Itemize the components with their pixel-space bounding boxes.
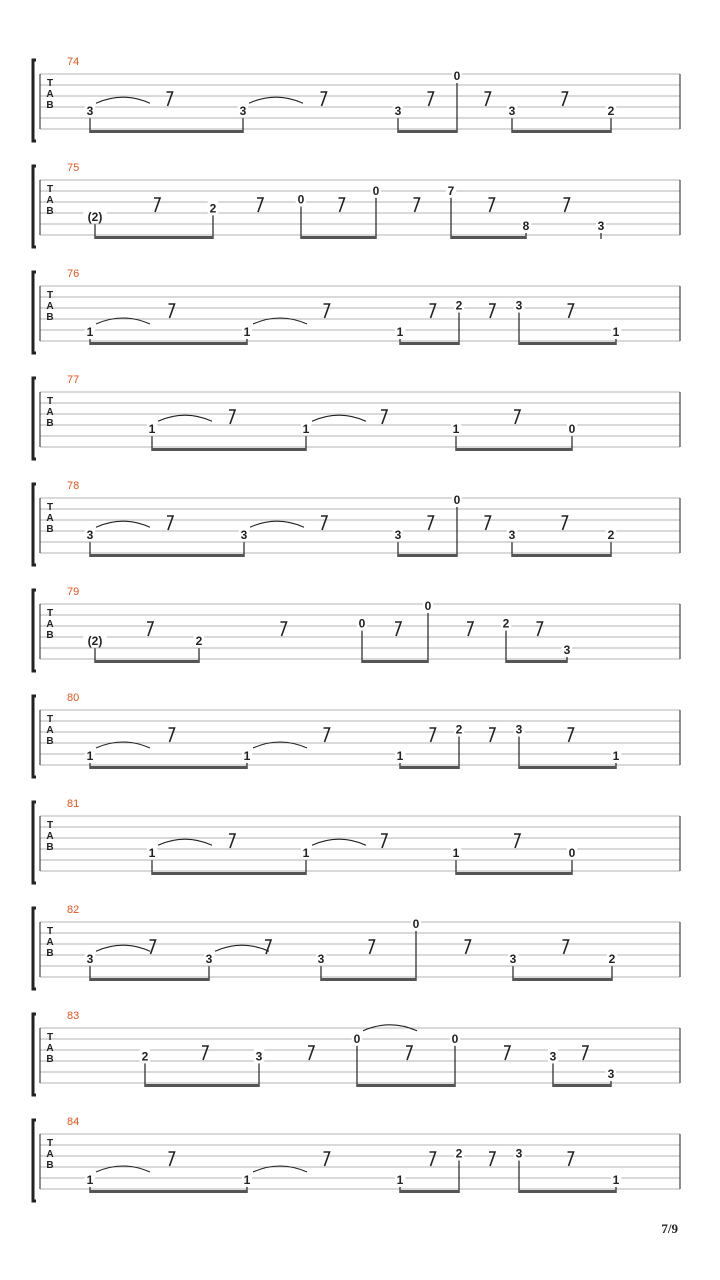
fret-number: 3: [563, 643, 571, 657]
measure-number: 83: [67, 1010, 80, 1022]
tab-clef-letter: A: [46, 513, 54, 524]
rest-symbol: [308, 1046, 314, 1060]
note-beam: [398, 130, 457, 133]
system-bracket: [33, 908, 36, 989]
rest-symbol: [339, 198, 345, 212]
fret-number: (2): [87, 210, 103, 225]
fret-number: 1: [452, 422, 460, 437]
fret-number: 1: [148, 422, 156, 437]
tab-clef-letter: A: [46, 301, 54, 312]
rest-symbol: [562, 516, 568, 530]
fret-number: 0: [568, 846, 576, 861]
tab-system: [33, 374, 680, 459]
note-beam: [451, 236, 526, 239]
rest-symbol: [568, 1152, 574, 1166]
note-beam: [519, 766, 616, 769]
tab-clef-letter: A: [46, 831, 54, 842]
fret-number: 1: [302, 422, 310, 437]
tie-arc: [96, 521, 150, 527]
fret-number: 1: [452, 846, 460, 861]
rest-symbol: [564, 198, 570, 212]
fret-number: 3: [515, 1146, 523, 1161]
fret-number: 2: [502, 616, 510, 631]
system-bracket: [33, 1014, 36, 1095]
tab-clef-letter: B: [46, 948, 54, 959]
rest-symbol: [430, 728, 436, 742]
tab-system: [33, 692, 680, 777]
fret-number: 3: [549, 1049, 557, 1064]
note-beam: [362, 660, 428, 663]
note-beam: [513, 978, 612, 981]
fret-number: 2: [209, 201, 217, 216]
rest-symbol: [504, 1046, 510, 1060]
fret-number: 0: [453, 493, 461, 507]
tab-clef-letter: T: [46, 184, 54, 195]
rest-symbol: [324, 1152, 330, 1166]
measure-number: 82: [67, 904, 80, 916]
rest-symbol: [582, 1046, 588, 1060]
fret-number: 1: [396, 325, 404, 339]
note-beam: [152, 448, 306, 451]
fret-number: 1: [396, 1173, 404, 1187]
note-beam: [90, 342, 247, 345]
rest-symbol: [514, 834, 520, 848]
tab-clef-letter: A: [46, 407, 54, 418]
tab-clef-letter: T: [46, 1138, 54, 1149]
note-beam: [553, 1084, 611, 1087]
tab-clef-letter: B: [46, 736, 54, 747]
tie-arc: [312, 839, 366, 845]
measure-number: 80: [67, 692, 80, 704]
fret-number: 2: [195, 634, 203, 649]
fret-number: 3: [86, 952, 94, 967]
rest-symbol: [514, 410, 520, 424]
fret-number: 0: [451, 1031, 459, 1046]
fret-number: 3: [86, 528, 94, 543]
rest-symbol: [229, 410, 235, 424]
rest-symbol: [395, 622, 401, 636]
rest-symbol: [568, 728, 574, 742]
rest-symbol: [428, 516, 434, 530]
rest-symbol: [489, 198, 495, 212]
tab-clef-letter: A: [46, 89, 54, 100]
system-bracket: [33, 484, 36, 565]
note-beam: [456, 448, 572, 451]
tie-arc: [250, 521, 304, 527]
tie-arc: [96, 945, 150, 951]
note-beam: [506, 660, 567, 663]
tie-arc: [215, 945, 269, 951]
note-beam: [90, 554, 244, 557]
tab-clef-letter: A: [46, 937, 54, 948]
rest-symbol: [169, 1152, 175, 1166]
fret-number: 1: [243, 749, 251, 763]
rest-symbol: [428, 92, 434, 106]
tab-system: [33, 586, 680, 671]
fret-number: 3: [317, 952, 325, 967]
tab-system: [33, 56, 680, 141]
note-beam: [456, 872, 572, 875]
note-beam: [90, 1190, 247, 1193]
tab-system: [33, 1010, 680, 1095]
note-beam: [321, 978, 416, 981]
fret-number: 2: [607, 104, 615, 119]
fret-number: 3: [515, 298, 523, 313]
rest-symbol: [167, 516, 173, 530]
tab-clef-letter: T: [46, 714, 54, 725]
note-beam: [512, 554, 611, 557]
fret-number: (2): [87, 634, 103, 649]
rest-symbol: [430, 1152, 436, 1166]
tie-arc: [312, 415, 366, 421]
fret-number: 1: [86, 1173, 94, 1187]
tab-clef-letter: T: [46, 290, 54, 301]
note-beam: [400, 342, 459, 345]
tab-clef-letter: A: [46, 1149, 54, 1160]
tab-clef-letter: T: [46, 396, 54, 407]
rest-symbol: [537, 622, 543, 636]
fret-number: 3: [515, 722, 523, 737]
tab-system: [33, 480, 680, 565]
fret-number: 3: [394, 104, 402, 119]
rest-symbol: [562, 92, 568, 106]
tab-system: [33, 268, 680, 353]
note-beam: [400, 1190, 459, 1193]
fret-number: 8: [522, 219, 530, 233]
tab-clef-letter: B: [46, 1160, 54, 1171]
fret-number: 0: [568, 422, 576, 437]
rest-symbol: [202, 1046, 208, 1060]
note-beam: [152, 872, 306, 875]
rest-symbol: [169, 728, 175, 742]
note-beam: [145, 1084, 259, 1087]
fret-number: 2: [455, 1146, 463, 1161]
note-beam: [95, 236, 213, 239]
rest-symbol: [414, 198, 420, 212]
note-beam: [301, 236, 376, 239]
rest-symbol: [485, 516, 491, 530]
rest-symbol: [265, 940, 271, 954]
tab-clef-letter: T: [46, 820, 54, 831]
fret-number: 3: [508, 104, 516, 119]
tab-clef-letter: B: [46, 418, 54, 429]
fret-number: 2: [608, 952, 616, 967]
system-bracket: [33, 590, 36, 671]
rest-symbol: [485, 92, 491, 106]
tab-clef-letter: B: [46, 524, 54, 535]
system-bracket: [33, 166, 36, 247]
tab-clef-letter: B: [46, 100, 54, 111]
system-bracket: [33, 1120, 36, 1201]
tab-clef-letter: B: [46, 630, 54, 641]
rest-symbol: [321, 516, 327, 530]
rest-symbol: [257, 198, 263, 212]
rest-symbol: [369, 940, 375, 954]
fret-number: 3: [508, 528, 516, 543]
fret-number: 2: [607, 528, 615, 543]
fret-number: 1: [302, 846, 310, 861]
fret-number: 3: [205, 952, 213, 967]
rest-symbol: [229, 834, 235, 848]
note-beam: [357, 1084, 455, 1087]
system-bracket: [33, 802, 36, 883]
fret-number: 3: [86, 104, 94, 119]
measure-number: 78: [67, 480, 80, 492]
tab-clef-letter: B: [46, 842, 54, 853]
note-beam: [398, 554, 457, 557]
note-beam: [400, 766, 459, 769]
rest-symbol: [167, 92, 173, 106]
measure-number: 81: [67, 798, 80, 810]
rest-symbol: [381, 834, 387, 848]
fret-number: 1: [86, 749, 94, 763]
rest-symbol: [281, 622, 287, 636]
fret-number: 3: [239, 104, 247, 119]
measure-number: 84: [67, 1116, 80, 1128]
rest-symbol: [381, 410, 387, 424]
rest-symbol: [154, 198, 160, 212]
rest-symbol: [406, 1046, 412, 1060]
system-bracket: [33, 60, 36, 141]
rest-symbol: [563, 940, 569, 954]
fret-number: 1: [148, 846, 156, 861]
note-beam: [90, 766, 247, 769]
fret-number: 1: [612, 1173, 620, 1187]
system-bracket: [33, 378, 36, 459]
rest-symbol: [169, 304, 175, 318]
note-beam: [90, 130, 243, 133]
fret-number: 1: [243, 1173, 251, 1187]
fret-number: 2: [141, 1049, 149, 1064]
rest-symbol: [467, 622, 473, 636]
tab-clef-letter: A: [46, 1043, 54, 1054]
tab-clef-letter: B: [46, 312, 54, 323]
tab-clef-letter: T: [46, 1032, 54, 1043]
rest-symbol: [324, 728, 330, 742]
rest-symbol: [147, 622, 153, 636]
fret-number: 1: [396, 749, 404, 763]
system-bracket: [33, 272, 36, 353]
fret-number: 3: [597, 219, 605, 233]
fret-number: 1: [612, 749, 620, 763]
tab-clef-letter: A: [46, 619, 54, 630]
tab-system: [33, 1116, 680, 1201]
tab-clef-letter: T: [46, 502, 54, 513]
note-beam: [519, 1190, 616, 1193]
tab-clef-letter: B: [46, 1054, 54, 1065]
rest-symbol: [150, 940, 156, 954]
note-beam: [90, 978, 209, 981]
fret-number: 1: [612, 325, 620, 339]
note-beam: [519, 342, 616, 345]
fret-number: 0: [412, 917, 420, 931]
fret-number: 7: [447, 183, 455, 198]
fret-number: 0: [297, 192, 305, 207]
rest-symbol: [321, 92, 327, 106]
fret-number: 0: [358, 616, 366, 631]
fret-number: 2: [455, 722, 463, 737]
fret-number: 0: [424, 599, 432, 613]
tab-clef-letter: B: [46, 206, 54, 217]
rest-symbol: [465, 940, 471, 954]
rest-symbol: [324, 304, 330, 318]
measure-number: 74: [67, 56, 80, 68]
system-bracket: [33, 696, 36, 777]
fret-number: 0: [453, 69, 461, 83]
page-number: 7/9: [661, 1221, 678, 1236]
tab-clef-letter: A: [46, 195, 54, 206]
tab-system: [33, 798, 680, 883]
tie-arc: [158, 839, 212, 845]
rest-symbol: [489, 304, 495, 318]
rest-symbol: [568, 304, 574, 318]
tab-system: [33, 904, 680, 989]
tab-clef-letter: T: [46, 78, 54, 89]
tab-system: [33, 162, 680, 247]
tie-arc: [158, 415, 212, 421]
rest-symbol: [430, 304, 436, 318]
fret-number: 1: [86, 325, 94, 339]
measure-number: 77: [67, 374, 80, 386]
fret-number: 1: [243, 325, 251, 339]
fret-number: 0: [372, 183, 380, 198]
fret-number: 3: [607, 1067, 615, 1081]
rest-symbol: [489, 1152, 495, 1166]
tie-arc: [96, 97, 150, 103]
rest-symbol: [489, 728, 495, 742]
note-beam: [512, 130, 611, 133]
note-beam: [95, 660, 199, 663]
tab-clef-letter: T: [46, 608, 54, 619]
fret-number: 3: [240, 528, 248, 543]
fret-number: 2: [455, 298, 463, 313]
measure-number: 76: [67, 268, 80, 280]
fret-number: 0: [353, 1031, 361, 1046]
tie-arc: [249, 97, 303, 103]
tab-clef-letter: A: [46, 725, 54, 736]
fret-number: 3: [255, 1049, 263, 1064]
measure-number: 79: [67, 586, 80, 598]
tab-clef-letter: T: [46, 926, 54, 937]
fret-number: 3: [394, 528, 402, 543]
measure-number: 75: [67, 162, 80, 174]
fret-number: 3: [509, 952, 517, 967]
